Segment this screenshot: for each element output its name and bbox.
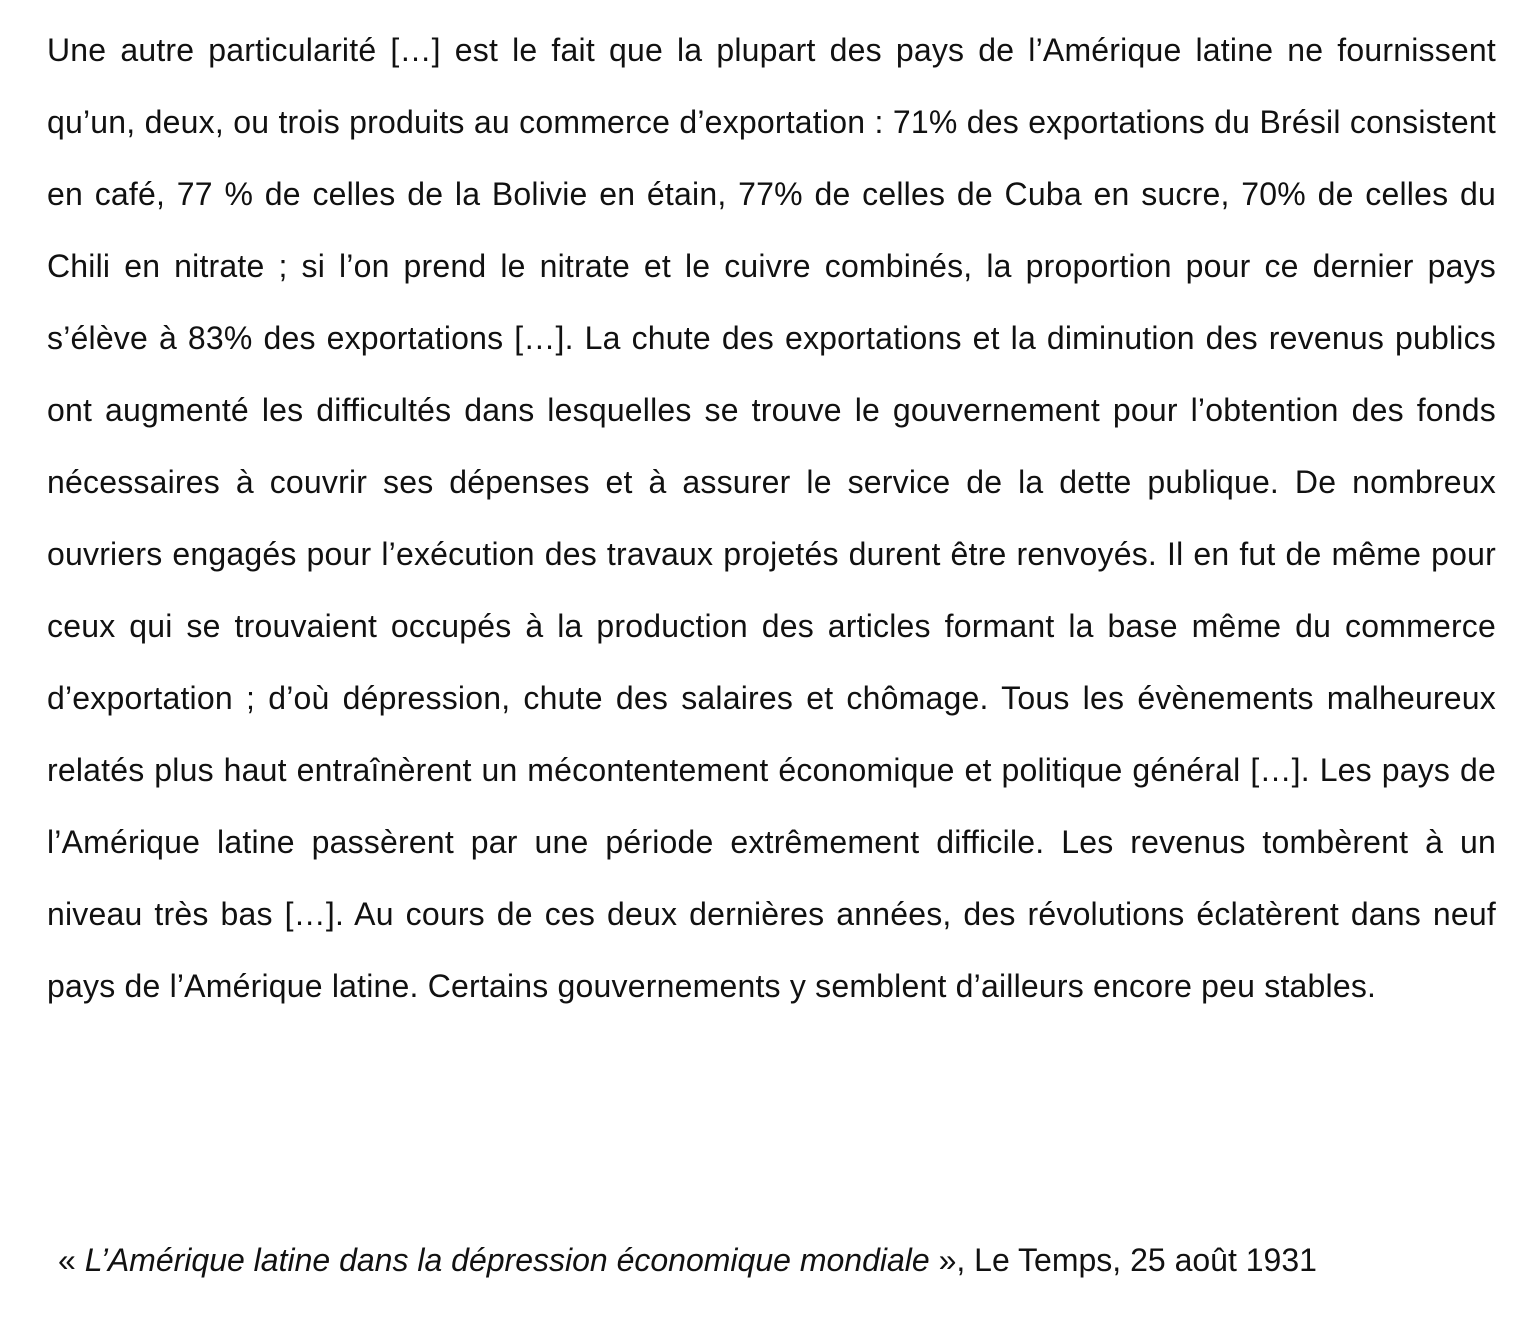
body-paragraph: Une autre particularité […] est le fait que la plupart des pays de l’Amérique latine ne fournissent qu’un, deux, ou trois produits au commerce d’exportation : 71% des exportations du Brésil consistent en café, 77 % de celles de la Bolivie en étain, 77% de celles de Cuba en sucre, 70% de celles du Chili en nitrate ; si l’on prend le nitrate et le cuivre combinés, la proportion pour ce dernier pays s’élève à 83% des exportations […]. La chute des exportations et la diminution des revenus publics ont augmenté les difficultés dans lesquelles se trouve le gouvernement pour l’obtention des fonds nécessaires à couvrir ses dépenses et à assurer le service de la dette publique. De nombreux ouvriers engagés pour l’exécution des travaux projetés durent être renvoyés. Il en fut de même pour ceux qui se trouvaient occupés à la production des articles formant la base même du commerce d’exportation ; d’où dépression, chute des salaires et chômage. Tous les évènements malheureux relatés plus haut entraînèrent un mécontentement économique et politique général […]. Les pays de l’Amérique latine passèrent par une période extrêmement difficile. Les revenus tombèrent à un niveau très bas […]. Au cours de ces deux dernières années, des révolutions éclatèrent dans neuf pays de l’Amérique latine. Certains gouvernements y semblent d’ailleurs encore peu stables.	[47, 32, 1496, 1004]
citation-open-quote: «	[58, 1242, 85, 1278]
citation-source: », Le Temps, 25 août 1931	[929, 1242, 1317, 1278]
source-citation	[58, 1236, 1317, 1284]
citation-title: L’Amérique latine dans la dépression économique mondiale	[84, 1242, 930, 1278]
